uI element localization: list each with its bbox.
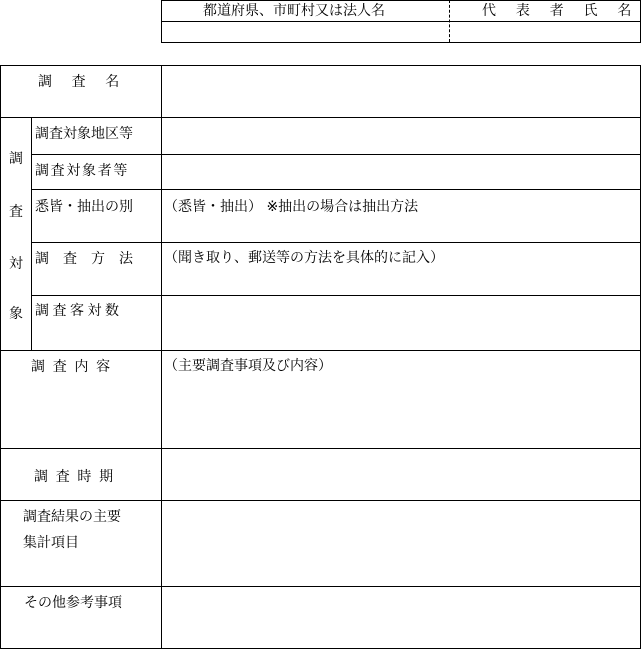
target-group-label-4: 象 [9,306,23,322]
representative-name-label: 代 表 者 氏 名 [482,3,640,19]
results-label-line2: 集計項目 [23,535,79,551]
respondent-count-label: 調査客対数 [35,303,123,319]
survey-content-note[interactable]: （主要調査事項及び内容） [164,358,332,374]
sampling-type-note[interactable]: （悉皆・抽出） ※抽出の場合は抽出方法 [164,199,419,215]
results-field[interactable] [163,502,639,585]
target-group-label-1: 調 [9,151,23,167]
survey-name-label: 調 査 名 [38,74,122,90]
results-label-line1: 調査結果の主要 [23,509,121,525]
survey-method-note[interactable]: （聞き取り、郵送等の方法を具体的に記入） [164,250,444,266]
survey-method-label: 調 査 方 法 [35,251,133,267]
target-persons-field[interactable] [163,156,639,188]
target-group-label-2: 査 [9,204,23,220]
sampling-type-label: 悉皆・抽出の別 [35,199,133,215]
other-notes-field[interactable] [163,588,639,647]
target-area-label: 調査対象地区等 [35,126,133,142]
survey-content-label: 調査内容 [31,359,118,375]
target-area-field[interactable] [163,119,639,153]
survey-period-field[interactable] [163,450,639,499]
representative-name-field[interactable] [452,23,638,41]
org-name-label: 都道府県、市町村又は法人名 [203,3,385,19]
org-name-field[interactable] [163,23,447,41]
target-group-label-3: 対 [9,256,23,272]
other-notes-label: その他参考事項 [24,595,122,611]
target-persons-label: 調査対象者等 [35,163,130,179]
survey-name-field[interactable] [163,67,639,116]
survey-period-label: 調査時期 [34,469,121,485]
respondent-count-field[interactable] [163,297,639,349]
